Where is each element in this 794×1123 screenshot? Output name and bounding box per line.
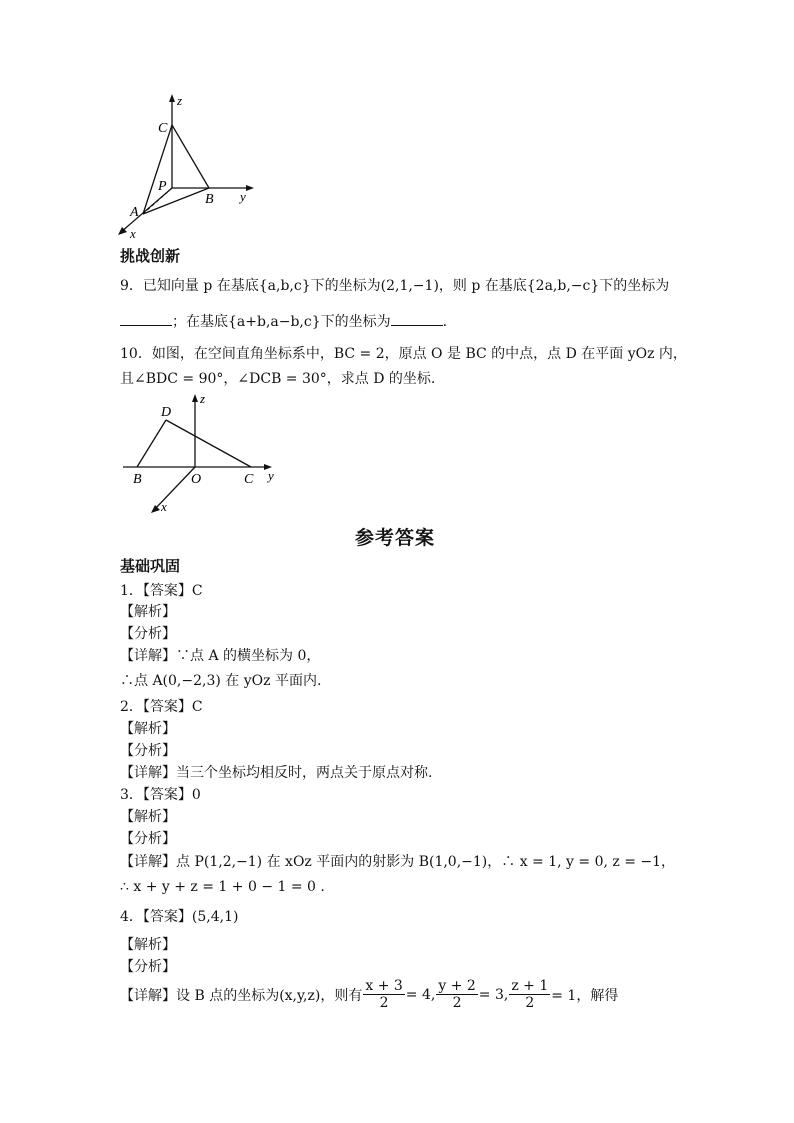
answer-line: 【解析】	[120, 937, 176, 953]
answer-4-detail	[120, 978, 618, 1011]
fraction-3	[509, 978, 550, 1011]
fraction-2-num: y + 2	[438, 978, 476, 994]
x-axis	[121, 188, 172, 232]
fraction-1-eq: = 4,	[405, 986, 436, 1003]
question-10-line1: 10．如图，在空间直角坐标系中，BC = 2，原点 O 是 BC 的中点，点 D 在平面 yOz 内，	[120, 346, 687, 362]
tetrahedron-figure	[105, 92, 265, 242]
answer-line: 【分析】	[120, 626, 176, 642]
z-arrowhead	[192, 394, 198, 402]
fraction-2-den: 2	[452, 995, 462, 1011]
edge-DC	[166, 420, 251, 467]
answer-line: 3．【答案】0	[120, 787, 201, 803]
detail-lead: 【详解】设 B 点的坐标为(x,y,z)，则有	[120, 987, 363, 1004]
label-D: D	[161, 405, 172, 420]
answer-line: 【分析】	[120, 831, 176, 847]
fraction-1-den: 2	[379, 995, 389, 1011]
answer-line: 【解析】	[120, 809, 176, 825]
answer-line: 【解析】	[120, 604, 176, 620]
label-B: B	[205, 192, 214, 207]
triangle-figure	[118, 390, 288, 518]
fraction-1-num: x + 3	[365, 978, 403, 994]
answer-line: ∴ x + y + z = 1 + 0 − 1 = 0 .	[120, 879, 325, 895]
label-A: A	[130, 205, 139, 220]
label-P: P	[158, 179, 167, 194]
answer-line: 1．【答案】C	[120, 583, 203, 599]
answer-line: ∴点 A(0,−2,3) 在 yOz 平面内.	[120, 673, 322, 689]
label-y: y	[240, 189, 246, 204]
question-9-end: .	[442, 314, 448, 330]
fraction-3-den: 2	[525, 995, 535, 1011]
label-B: B	[133, 472, 142, 487]
label-C: C	[244, 472, 254, 487]
section-basic: 基础巩固	[120, 557, 181, 575]
answer-line: 【详解】∵点 A 的横坐标为 0，	[120, 648, 321, 664]
label-O: O	[191, 472, 202, 487]
edge-CB	[172, 125, 209, 188]
fraction-2	[436, 978, 477, 1011]
question-9-line2	[120, 311, 447, 331]
answer-blank-1[interactable]	[120, 313, 172, 326]
label-C: C	[158, 121, 168, 136]
z-arrowhead	[169, 94, 175, 102]
edge-AB	[143, 188, 209, 214]
section-challenge: 挑战创新	[120, 247, 181, 265]
label-y: y	[268, 468, 274, 483]
question-9-text-b: ；在基底{a+b,a−b,c}下的坐标为	[172, 314, 391, 330]
edge-BD	[137, 420, 166, 467]
fraction-3-num: z + 1	[511, 978, 549, 994]
answers-title: 参考答案	[355, 527, 436, 549]
answer-line: 【详解】点 P(1,2,−1) 在 xOz 平面内的射影为 B(1,0,−1)，∴ x = 1, y = 0, z = −1，	[120, 854, 676, 870]
fraction-1	[363, 978, 404, 1011]
answer-line: 4．【答案】(5,4,1)	[120, 909, 239, 925]
answer-line: 2．【答案】C	[120, 699, 203, 715]
question-10-line2: 且∠BDC = 90°，∠DCB = 30°，求点 D 的坐标.	[120, 371, 436, 387]
fraction-3-eq: = 1，解得	[551, 987, 619, 1004]
question-9-line1: 9．已知向量 p 在基底{a,b,c}下的坐标为(2,1,−1)，则 p 在基底{2a,b,−c}下的坐标为	[120, 278, 670, 294]
answer-line: 【解析】	[120, 721, 176, 737]
y-arrowhead	[246, 185, 254, 191]
x-arrowhead	[151, 505, 160, 513]
answer-blank-2[interactable]	[391, 313, 443, 326]
fraction-2-eq: = 3,	[478, 986, 509, 1003]
label-z: z	[177, 93, 183, 108]
label-x: x	[130, 226, 136, 241]
answer-line: 【分析】	[120, 959, 176, 975]
answer-line: 【分析】	[120, 743, 176, 759]
label-z: z	[200, 391, 206, 406]
label-x: x	[161, 499, 167, 514]
answer-line: 【详解】当三个坐标均相反时，两点关于原点对称.	[120, 765, 433, 781]
